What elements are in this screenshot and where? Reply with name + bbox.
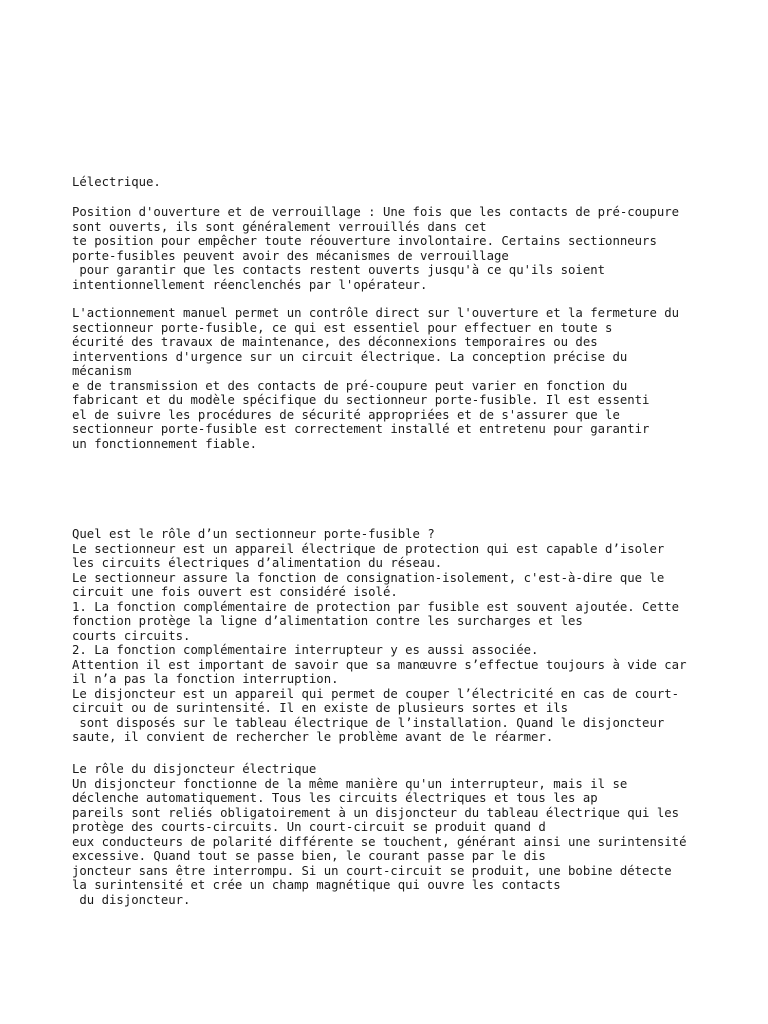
section-role-sectionneur: Quel est le rôle d’un sectionneur porte-fusible ? Le sectionneur est un appareil électrique de protection qui est capable d’isoler les circuits électriques d’alimentation du réseau. Le sectionneur assure la fonction de consignation-isolement, c'est-à-dire que le circuit une fois ouvert est considéré isolé. 1. La fonction complémentaire de protection par fusible est souvent ajoutée. Cette fonction protège la ligne d’alimentation contre les surcharges et les courts circuits. 2. La fonction complémentaire interrupteur y es aussi associée. Attention il est important de savoir que sa manœuvre s’effectue toujours à vide car il n’a pas la fonction interruption. Le disjoncteur est un appareil qui permet de couper l’électricité en cas de court- circuit ou de surintensité. Il en existe de plusieurs sortes et ils sont disposés sur le tableau électrique de l’installation. Quand le disjoncteur saute, il convient de rechercher le problème avant de le réarmer. [72, 527, 687, 744]
section-role-disjoncteur: Le rôle du disjoncteur électrique Un disjoncteur fonctionne de la même manière qu'un interrupteur, mais il se déclenche automatiquement. Tous les circuits électriques et tous les ap pareils sont reliés obligatoirement à un disjoncteur du tableau électrique qui les protège des courts-circuits. Un court-circuit se produit quand d eux conducteurs de polarité différente se touchent, générant ainsi une surintensité excessive. Quand tout se passe bien, le courant passe par le dis joncteur sans être interrompu. Si un court-circuit se produit, une bobine détecte la surintensité et crée un champ magnétique qui ouvre les contacts du disjoncteur. [72, 762, 687, 907]
paragraph-actionnement-manuel: L'actionnement manuel permet un contrôle direct sur l'ouverture et la fermeture du sectionneur porte-fusible, ce qui est essentiel pour effectuer en toute s écurité des travaux de maintenance, des déconnexions temporaires ou des interventions d'urgence sur un circuit électrique. La conception précise du mécanism e de transmission et des contacts de pré-coupure peut varier en fonction du fabricant et du modèle spécifique du sectionneur porte-fusible. Il est essenti el de suivre les procédures de sécurité appropriées et de s'assurer que le sectionneur porte-fusible est correctement installé et entretenu pour garantir un fonctionnement fiable. [72, 306, 680, 451]
paragraph-position-verrouillage: Position d'ouverture et de verrouillage : Une fois que les contacts de pré-coupure sont ouverts, ils sont généralement verrouillés dans cet te position pour empêcher toute réouverture involontaire. Certains sectionneurs porte-fusibles peuvent avoir des mécanismes de verrouillage pour garantir que les contacts restent ouverts jusqu'à ce qu'ils soient intentionnellement réenclenchés par l'opérateur. [72, 205, 680, 292]
page-heading: Lélectrique. [72, 175, 161, 189]
